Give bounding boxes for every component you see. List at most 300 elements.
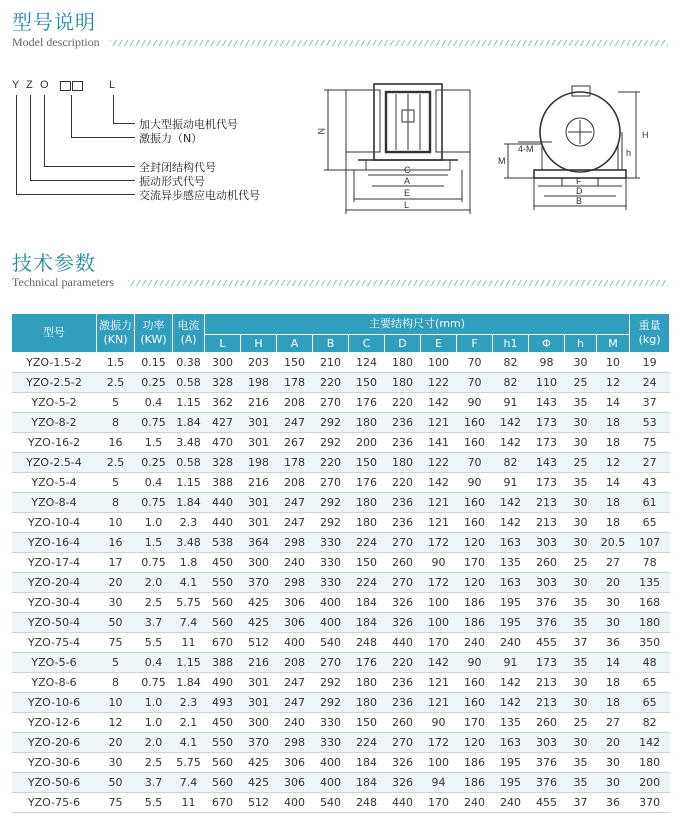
header-dim-9: Φ: [529, 335, 565, 353]
table-cell: 142: [493, 433, 529, 453]
table-cell: 135: [630, 573, 670, 593]
table-cell: 37: [565, 633, 597, 653]
table-cell: 184: [349, 613, 385, 633]
table-cell: 90: [421, 553, 457, 573]
table-cell: 178: [277, 453, 313, 473]
table-cell: 160: [457, 693, 493, 713]
table-cell: 440: [205, 513, 241, 533]
table-cell: 208: [277, 653, 313, 673]
table-cell: 163: [493, 533, 529, 553]
table-cell: 142: [630, 733, 670, 753]
table-cell: 178: [277, 373, 313, 393]
table-cell: 142: [493, 413, 529, 433]
table-cell: 5.75: [173, 593, 205, 613]
table-cell: 0.4: [135, 473, 173, 493]
table-cell: 16: [97, 433, 135, 453]
code-digit-box-2: [72, 81, 83, 91]
desc-vibration-form: 振动形式代号: [139, 175, 205, 188]
table-cell: 326: [385, 753, 421, 773]
table-cell: 170: [457, 553, 493, 573]
model-cell: YZO-2.5-2: [12, 373, 97, 393]
table-cell: 12: [597, 453, 630, 473]
header-dim-0: L: [205, 335, 241, 353]
table-cell: 150: [349, 453, 385, 473]
leader-o-h: [44, 166, 135, 167]
table-cell: 91: [493, 393, 529, 413]
table-row: [12, 413, 670, 433]
table-cell: 328: [205, 373, 241, 393]
table-cell: 240: [277, 713, 313, 733]
table-cell: 142: [493, 673, 529, 693]
table-cell: 1.0: [135, 713, 173, 733]
table-cell: 198: [241, 453, 277, 473]
table-cell: 220: [313, 373, 349, 393]
table-cell: 163: [493, 733, 529, 753]
table-cell: 670: [205, 793, 241, 813]
table-row: [12, 513, 670, 533]
table-cell: 180: [349, 493, 385, 513]
table-cell: 90: [457, 473, 493, 493]
table-cell: 100: [421, 353, 457, 373]
table-cell: 370: [241, 573, 277, 593]
table-cell: 11: [173, 793, 205, 813]
table-cell: 142: [493, 513, 529, 533]
table-cell: 195: [493, 593, 529, 613]
table-cell: 176: [349, 393, 385, 413]
table-cell: 173: [529, 433, 565, 453]
table-cell: 120: [457, 733, 493, 753]
table-cell: 400: [277, 793, 313, 813]
header-main-dimensions: 主要结构尺寸(mm): [205, 314, 630, 335]
table-row: [12, 733, 670, 753]
table-cell: 216: [241, 653, 277, 673]
front-label-f: F: [576, 176, 582, 186]
table-cell: 292: [313, 693, 349, 713]
side-label-e: E: [404, 188, 411, 198]
table-cell: 184: [349, 773, 385, 793]
table-row: [12, 653, 670, 673]
table-cell: 1.0: [135, 693, 173, 713]
table-cell: 27: [597, 553, 630, 573]
table-cell: 5: [97, 653, 135, 673]
header-dim-7: F: [457, 335, 493, 353]
table-cell: 0.58: [173, 453, 205, 473]
header-dim-6: E: [421, 335, 457, 353]
table-cell: 53: [630, 413, 670, 433]
table-cell: 43: [630, 473, 670, 493]
table-cell: 141: [421, 433, 457, 453]
table-cell: 240: [277, 553, 313, 573]
table-cell: 330: [313, 713, 349, 733]
table-cell: 121: [421, 493, 457, 513]
table-cell: 203: [241, 353, 277, 373]
table-cell: 195: [493, 773, 529, 793]
table-cell: 298: [277, 573, 313, 593]
leader-y-h: [16, 194, 135, 195]
table-cell: 30: [597, 773, 630, 793]
model-cell: YZO-20-4: [12, 573, 97, 593]
table-cell: 240: [493, 793, 529, 813]
model-cell: YZO-5-2: [12, 393, 97, 413]
table-cell: 240: [493, 633, 529, 653]
front-label-h: H: [642, 130, 649, 140]
table-cell: 27: [630, 453, 670, 473]
table-cell: 160: [457, 433, 493, 453]
table-cell: 538: [205, 533, 241, 553]
header-current: 电流 (A): [173, 314, 205, 353]
code-letter-z: Z: [26, 79, 33, 91]
table-row: [12, 353, 670, 373]
table-cell: 35: [565, 393, 597, 413]
table-cell: 172: [421, 733, 457, 753]
table-cell: 173: [529, 473, 565, 493]
table-cell: 176: [349, 653, 385, 673]
table-cell: 35: [565, 613, 597, 633]
table-cell: 100: [421, 593, 457, 613]
table-cell: 180: [349, 413, 385, 433]
table-cell: 0.75: [135, 493, 173, 513]
table-cell: 120: [457, 533, 493, 553]
table-cell: 328: [205, 453, 241, 473]
table-cell: 0.25: [135, 453, 173, 473]
table-cell: 122: [421, 373, 457, 393]
table-cell: 10: [97, 693, 135, 713]
table-cell: 5: [97, 473, 135, 493]
table-cell: 5.5: [135, 793, 173, 813]
table-cell: 2.1: [173, 713, 205, 733]
table-cell: 50: [97, 773, 135, 793]
table-cell: 172: [421, 573, 457, 593]
table-cell: 5.5: [135, 633, 173, 653]
desc-exciting-force: 激振力（N）: [139, 132, 203, 145]
model-cell: YZO-75-6: [12, 793, 97, 813]
table-cell: 8: [97, 493, 135, 513]
table-row: [12, 393, 670, 413]
table-cell: 173: [529, 653, 565, 673]
table-cell: 10: [97, 513, 135, 533]
table-cell: 25: [565, 713, 597, 733]
model-cell: YZO-5-6: [12, 653, 97, 673]
table-cell: 303: [529, 573, 565, 593]
table-cell: 236: [385, 513, 421, 533]
table-cell: 220: [385, 393, 421, 413]
table-cell: 82: [493, 353, 529, 373]
table-cell: 330: [313, 733, 349, 753]
table-cell: 143: [529, 393, 565, 413]
table-cell: 14: [597, 653, 630, 673]
table-cell: 142: [493, 693, 529, 713]
table-cell: 400: [313, 593, 349, 613]
table-cell: 236: [385, 673, 421, 693]
side-label-n: N: [316, 128, 326, 135]
model-cell: YZO-17-4: [12, 553, 97, 573]
table-cell: 1.84: [173, 673, 205, 693]
table-cell: 61: [630, 493, 670, 513]
tech-section-title: 技术参数: [12, 251, 96, 275]
table-cell: 240: [457, 793, 493, 813]
table-cell: 170: [457, 713, 493, 733]
table-cell: 4.1: [173, 573, 205, 593]
table-cell: 301: [241, 493, 277, 513]
table-cell: 400: [277, 633, 313, 653]
table-cell: 70: [457, 373, 493, 393]
table-cell: 160: [457, 413, 493, 433]
table-row: [12, 793, 670, 813]
table-cell: 560: [205, 773, 241, 793]
header-dim-10: h: [565, 335, 597, 353]
table-cell: 150: [349, 713, 385, 733]
model-cell: YZO-16-4: [12, 533, 97, 553]
table-cell: 0.4: [135, 393, 173, 413]
table-cell: 90: [457, 393, 493, 413]
table-cell: 216: [241, 393, 277, 413]
table-cell: 180: [385, 353, 421, 373]
table-cell: 180: [630, 613, 670, 633]
table-cell: 306: [277, 773, 313, 793]
table-cell: 186: [457, 773, 493, 793]
front-label-4m: 4-M: [518, 144, 534, 154]
table-cell: 303: [529, 733, 565, 753]
table-cell: 18: [597, 673, 630, 693]
table-cell: 560: [205, 753, 241, 773]
table-cell: 210: [313, 353, 349, 373]
table-cell: 376: [529, 593, 565, 613]
table-cell: 370: [241, 733, 277, 753]
table-cell: 11: [173, 633, 205, 653]
table-cell: 195: [493, 613, 529, 633]
table-cell: 3.48: [173, 533, 205, 553]
front-label-m: M: [498, 156, 506, 166]
table-cell: 260: [385, 553, 421, 573]
table-cell: 30: [597, 593, 630, 613]
table-cell: 2.5: [97, 453, 135, 473]
table-cell: 35: [565, 593, 597, 613]
model-cell: YZO-30-6: [12, 753, 97, 773]
model-section-divider: [110, 40, 668, 46]
table-cell: 400: [313, 613, 349, 633]
table-cell: 208: [277, 473, 313, 493]
table-cell: 388: [205, 653, 241, 673]
table-cell: 150: [349, 553, 385, 573]
table-cell: 124: [349, 353, 385, 373]
table-cell: 425: [241, 773, 277, 793]
table-cell: 163: [493, 573, 529, 593]
table-cell: 16: [97, 533, 135, 553]
table-cell: 0.58: [173, 373, 205, 393]
table-row: [12, 673, 670, 693]
table-cell: 224: [349, 533, 385, 553]
table-cell: 142: [421, 393, 457, 413]
table-cell: 550: [205, 733, 241, 753]
table-cell: 150: [349, 373, 385, 393]
table-cell: 30: [565, 693, 597, 713]
table-cell: 5.75: [173, 753, 205, 773]
code-letter-l: L: [109, 79, 116, 91]
side-label-l: L: [404, 200, 410, 210]
table-cell: 91: [493, 473, 529, 493]
header-dim-2: A: [277, 335, 313, 353]
table-cell: 8: [97, 413, 135, 433]
table-cell: 306: [277, 753, 313, 773]
table-cell: 142: [493, 493, 529, 513]
table-cell: 110: [529, 373, 565, 393]
table-cell: 300: [241, 713, 277, 733]
table-cell: 270: [385, 733, 421, 753]
table-cell: 248: [349, 633, 385, 653]
side-view: [324, 84, 470, 214]
table-cell: 300: [205, 353, 241, 373]
table-cell: 168: [630, 593, 670, 613]
table-cell: 20: [97, 573, 135, 593]
table-cell: 0.75: [135, 673, 173, 693]
table-cell: 65: [630, 673, 670, 693]
table-cell: 400: [313, 773, 349, 793]
table-cell: 173: [529, 413, 565, 433]
table-row: [12, 473, 670, 493]
table-cell: 35: [565, 653, 597, 673]
table-cell: 198: [241, 373, 277, 393]
table-cell: 512: [241, 793, 277, 813]
leader-y-v: [16, 95, 17, 194]
table-cell: 75: [97, 633, 135, 653]
table-cell: 176: [349, 473, 385, 493]
table-cell: 270: [385, 533, 421, 553]
table-cell: 0.25: [135, 373, 173, 393]
table-cell: 2.0: [135, 733, 173, 753]
table-cell: 30: [597, 613, 630, 633]
header-force: 激振力 (KN): [97, 314, 135, 353]
table-cell: 121: [421, 673, 457, 693]
table-row: [12, 633, 670, 653]
leader-z-h: [30, 180, 135, 181]
table-cell: 301: [241, 413, 277, 433]
model-cell: YZO-5-4: [12, 473, 97, 493]
table-cell: 236: [385, 493, 421, 513]
table-cell: 25: [565, 373, 597, 393]
table-cell: 267: [277, 433, 313, 453]
table-cell: 91: [493, 653, 529, 673]
table-cell: 180: [630, 753, 670, 773]
table-cell: 540: [313, 793, 349, 813]
table-cell: 236: [385, 433, 421, 453]
side-label-a: A: [404, 176, 411, 186]
table-cell: 36: [597, 793, 630, 813]
leader-l-v: [113, 95, 114, 123]
table-cell: 2.3: [173, 693, 205, 713]
header-dim-4: C: [349, 335, 385, 353]
table-cell: 364: [241, 533, 277, 553]
table-cell: 30: [565, 513, 597, 533]
model-cell: YZO-75-4: [12, 633, 97, 653]
table-cell: 30: [565, 573, 597, 593]
table-cell: 1.84: [173, 413, 205, 433]
table-cell: 450: [205, 553, 241, 573]
table-cell: 70: [457, 453, 493, 473]
table-cell: 301: [241, 673, 277, 693]
table-cell: 82: [493, 373, 529, 393]
model-cell: YZO-10-4: [12, 513, 97, 533]
table-cell: 7.4: [173, 773, 205, 793]
table-cell: 24: [630, 373, 670, 393]
table-cell: 20: [597, 573, 630, 593]
table-cell: 25: [565, 553, 597, 573]
table-cell: 18: [597, 493, 630, 513]
table-cell: 260: [529, 713, 565, 733]
table-row: [12, 593, 670, 613]
header-power: 功率 (KW): [135, 314, 173, 353]
table-cell: 18: [597, 413, 630, 433]
table-cell: 143: [529, 453, 565, 473]
model-cell: YZO-10-6: [12, 693, 97, 713]
table-cell: 180: [349, 673, 385, 693]
table-cell: 98: [529, 353, 565, 373]
table-cell: 0.15: [135, 353, 173, 373]
table-cell: 301: [241, 513, 277, 533]
table-row: [12, 453, 670, 473]
table-cell: 1.8: [173, 553, 205, 573]
table-cell: 8: [97, 673, 135, 693]
table-cell: 270: [385, 573, 421, 593]
table-cell: 208: [277, 393, 313, 413]
table-cell: 425: [241, 753, 277, 773]
table-cell: 306: [277, 593, 313, 613]
table-cell: 247: [277, 673, 313, 693]
table-cell: 550: [205, 573, 241, 593]
table-cell: 326: [385, 773, 421, 793]
table-cell: 48: [630, 653, 670, 673]
table-cell: 160: [457, 673, 493, 693]
table-cell: 150: [277, 353, 313, 373]
table-cell: 376: [529, 613, 565, 633]
header-model: 型号: [12, 314, 97, 353]
table-cell: 440: [205, 493, 241, 513]
table-row: [12, 573, 670, 593]
table-cell: 247: [277, 693, 313, 713]
table-cell: 200: [349, 433, 385, 453]
table-cell: 247: [277, 493, 313, 513]
model-cell: YZO-1.5-2: [12, 353, 97, 373]
table-cell: 670: [205, 633, 241, 653]
table-cell: 512: [241, 633, 277, 653]
table-cell: 186: [457, 593, 493, 613]
table-cell: 224: [349, 733, 385, 753]
table-cell: 455: [529, 793, 565, 813]
model-cell: YZO-30-4: [12, 593, 97, 613]
table-row: [12, 433, 670, 453]
table-cell: 172: [421, 533, 457, 553]
table-cell: 100: [421, 613, 457, 633]
table-cell: 376: [529, 753, 565, 773]
side-label-c: C: [404, 165, 411, 175]
table-cell: 160: [457, 513, 493, 533]
table-cell: 75: [630, 433, 670, 453]
code-digit-box-1: [60, 81, 71, 91]
table-cell: 326: [385, 613, 421, 633]
table-cell: 184: [349, 593, 385, 613]
table-cell: 2.5: [135, 753, 173, 773]
tech-section-divider: [128, 280, 668, 286]
table-cell: 120: [457, 573, 493, 593]
table-cell: 362: [205, 393, 241, 413]
header-dim-1: H: [241, 335, 277, 353]
table-cell: 1.15: [173, 393, 205, 413]
table-cell: 184: [349, 753, 385, 773]
header-dim-5: D: [385, 335, 421, 353]
table-cell: 560: [205, 613, 241, 633]
table-cell: 292: [313, 513, 349, 533]
parameters-table: [11, 313, 670, 813]
table-cell: 240: [457, 633, 493, 653]
